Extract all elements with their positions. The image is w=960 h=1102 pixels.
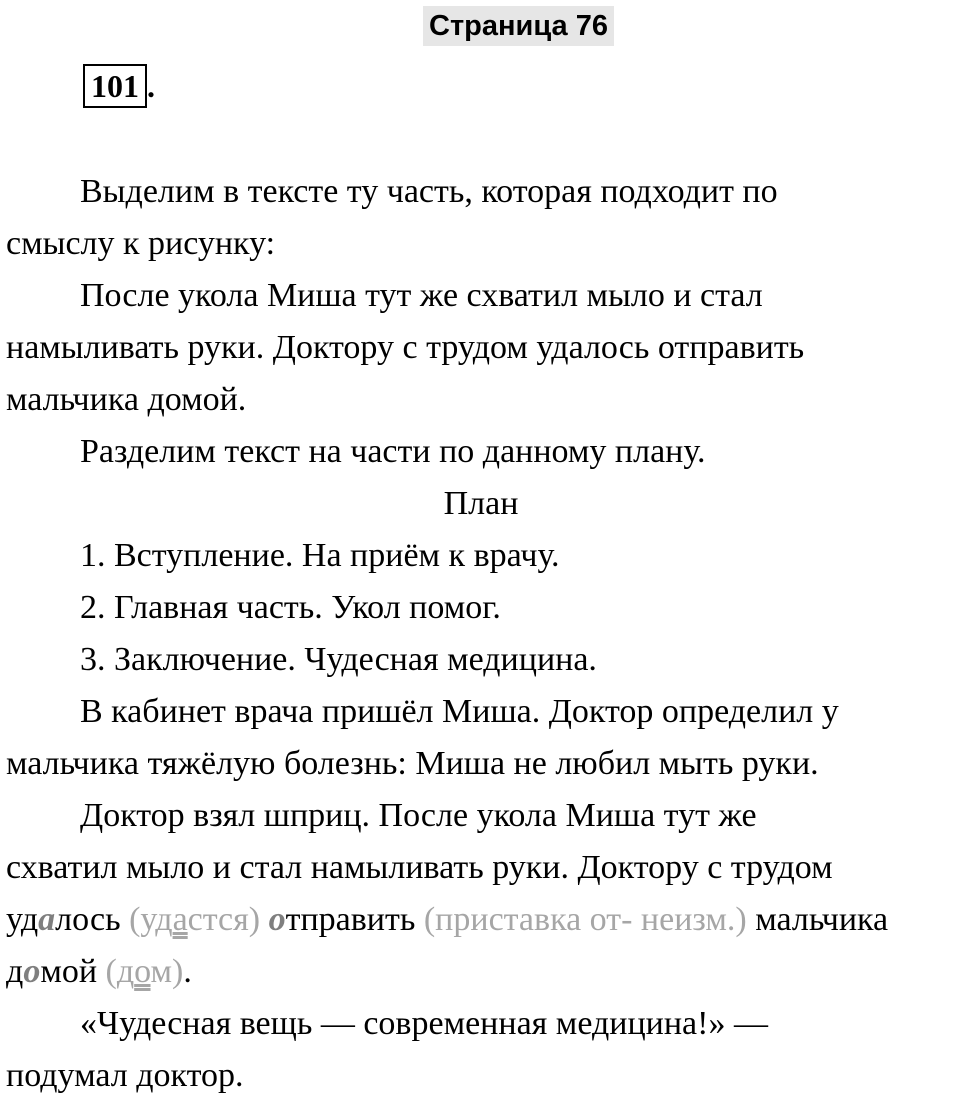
plan-title: План [443, 485, 519, 522]
word-part: мой [40, 953, 106, 990]
check-word [129, 901, 260, 938]
word-part: лось [55, 901, 130, 938]
task-number [83, 64, 155, 108]
word-part: мальчика [746, 901, 889, 938]
word-part: уд [6, 901, 39, 938]
check-word-part: (д [105, 953, 135, 990]
plan-item: 2. Главная часть. Укол помог. [80, 589, 501, 626]
check-word-part: м) [150, 953, 184, 990]
check-word-part: стся) [187, 901, 261, 938]
text-line: подумал доктор. [6, 1057, 244, 1094]
task-number-dot: . [147, 68, 155, 104]
plan-item: 3. Заключение. Чудесная медицина. [80, 641, 597, 678]
text-line: намыливать руки. Доктору с трудом удалось отправить [6, 329, 805, 366]
check-word-part: (уд [129, 901, 173, 938]
word-part: д [6, 953, 24, 990]
word-part: тправить [285, 901, 424, 938]
text-line: мальчика домой. [6, 381, 247, 418]
text-line: Доктор взял шприц. После укола Миша тут же [80, 797, 757, 834]
plan-item: 1. Вступление. На приём к врачу. [80, 537, 560, 574]
checked-vowel: о [23, 953, 41, 990]
page-title: Страница 76 [423, 6, 614, 46]
text-line: мальчика тяжёлую болезнь: Миша не любил мыть руки. [6, 745, 819, 782]
text-line: схватил мыло и стал намыливать руки. Доктору с трудом [6, 849, 833, 886]
check-word [106, 953, 184, 990]
text-line-annotated [6, 894, 956, 946]
text-line: После укола Миша тут же схватил мыло и стал [80, 277, 763, 314]
text-line: В кабинет врача пришёл Миша. Доктор определил у [80, 693, 839, 730]
sentence-end: . [183, 953, 192, 990]
check-note: (приставка от- неизм.) [423, 901, 747, 938]
checked-vowel: а [38, 901, 56, 938]
answer-text [6, 166, 956, 1102]
check-vowel: а [172, 901, 188, 938]
text-line-annotated [6, 946, 956, 998]
text-line: «Чудесная вещь — современная медицина!» — [80, 1005, 768, 1042]
checked-vowel: о [260, 901, 286, 938]
text-line: смыслу к рисунку: [6, 225, 276, 262]
task-number-box: 101 [83, 64, 147, 108]
check-vowel: о [134, 953, 151, 990]
text-line: Выделим в тексте ту часть, которая подходит по [80, 173, 778, 210]
text-line: Разделим текст на части по данному плану. [80, 433, 706, 470]
